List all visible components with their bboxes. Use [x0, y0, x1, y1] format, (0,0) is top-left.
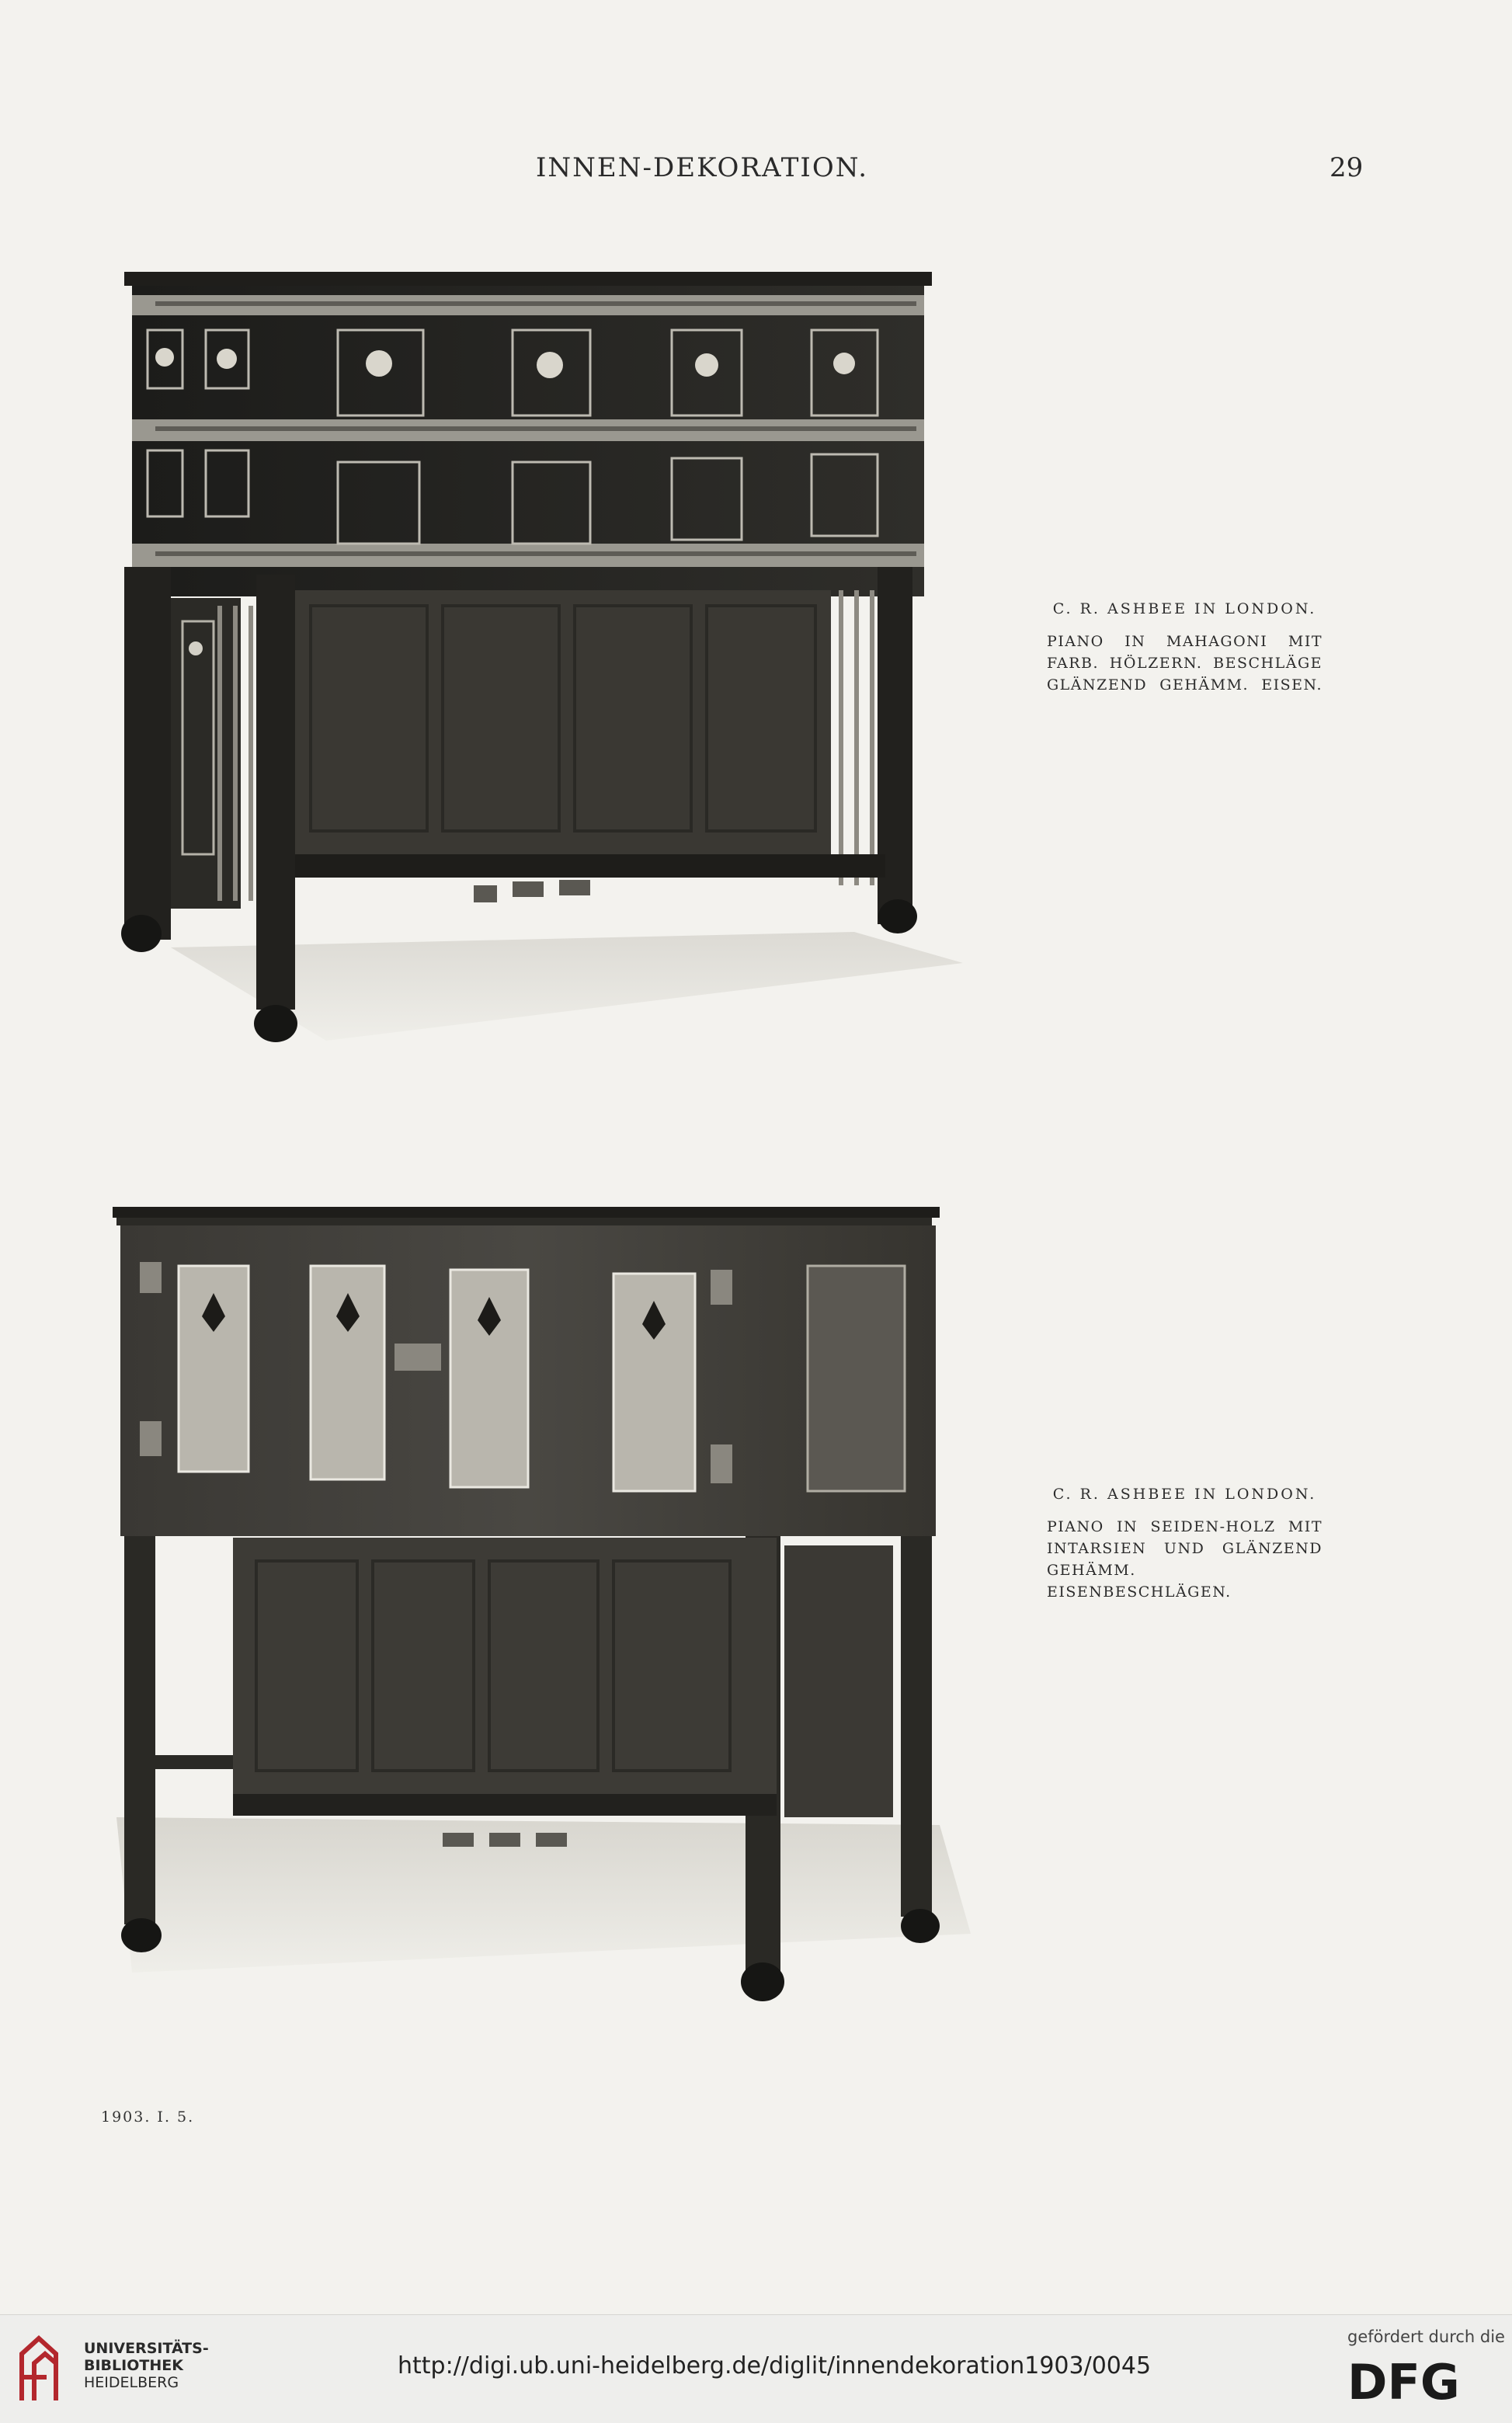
library-logo-icon	[16, 2331, 70, 2408]
caption-line: GLÄNZEND GEHÄMM. EISEN.	[1047, 676, 1323, 694]
dfg-logo-icon	[1347, 2352, 1491, 2407]
page-number: 29	[1330, 152, 1364, 183]
piano-silkwood-illustration	[101, 1188, 978, 2011]
caption-credit: C. R. ASHBEE IN LONDON.	[1052, 1486, 1317, 1503]
piano-mahogany-illustration	[109, 264, 978, 1048]
caption-line: FARB. HÖLZERN. BESCHLÄGE	[1047, 655, 1323, 672]
library-name-line: HEIDELBERG	[84, 2374, 179, 2391]
journal-title: INNEN-DEKORATION.	[536, 152, 869, 183]
running-head	[0, 152, 1512, 191]
caption-line: PIANO IN SEIDEN-HOLZ MIT	[1047, 1518, 1323, 1535]
caption-plate-1	[1047, 598, 1323, 696]
caption-line: PIANO IN MAHAGONI MIT	[1047, 633, 1323, 650]
library-name-line: BIBLIOTHEK	[84, 2357, 183, 2374]
permalink-url[interactable]: http://digi.ub.uni-heidelberg.de/diglit/innendekoration1903/0045	[398, 2352, 1152, 2380]
dfg-logo-text: DFG	[1347, 2354, 1460, 2407]
caption-credit: C. R. ASHBEE IN LONDON.	[1052, 600, 1317, 617]
printer-signature: 1903. I. 5.	[101, 2108, 195, 2126]
caption-plate-2	[1047, 1483, 1323, 1603]
funding-note: gefördert durch die	[1347, 2327, 1505, 2346]
caption-line: INTARSIEN UND GLÄNZEND	[1047, 1540, 1323, 1557]
library-name-line: UNIVERSITÄTS-	[84, 2340, 209, 2357]
plate-image-piano-mahogany	[109, 264, 978, 1048]
caption-line: GEHÄMM. EISENBESCHLÄGEN.	[1047, 1562, 1232, 1601]
plate-image-piano-silkwood	[101, 1188, 978, 2011]
footer-bar	[0, 2314, 1512, 2423]
library-name	[84, 2340, 209, 2391]
